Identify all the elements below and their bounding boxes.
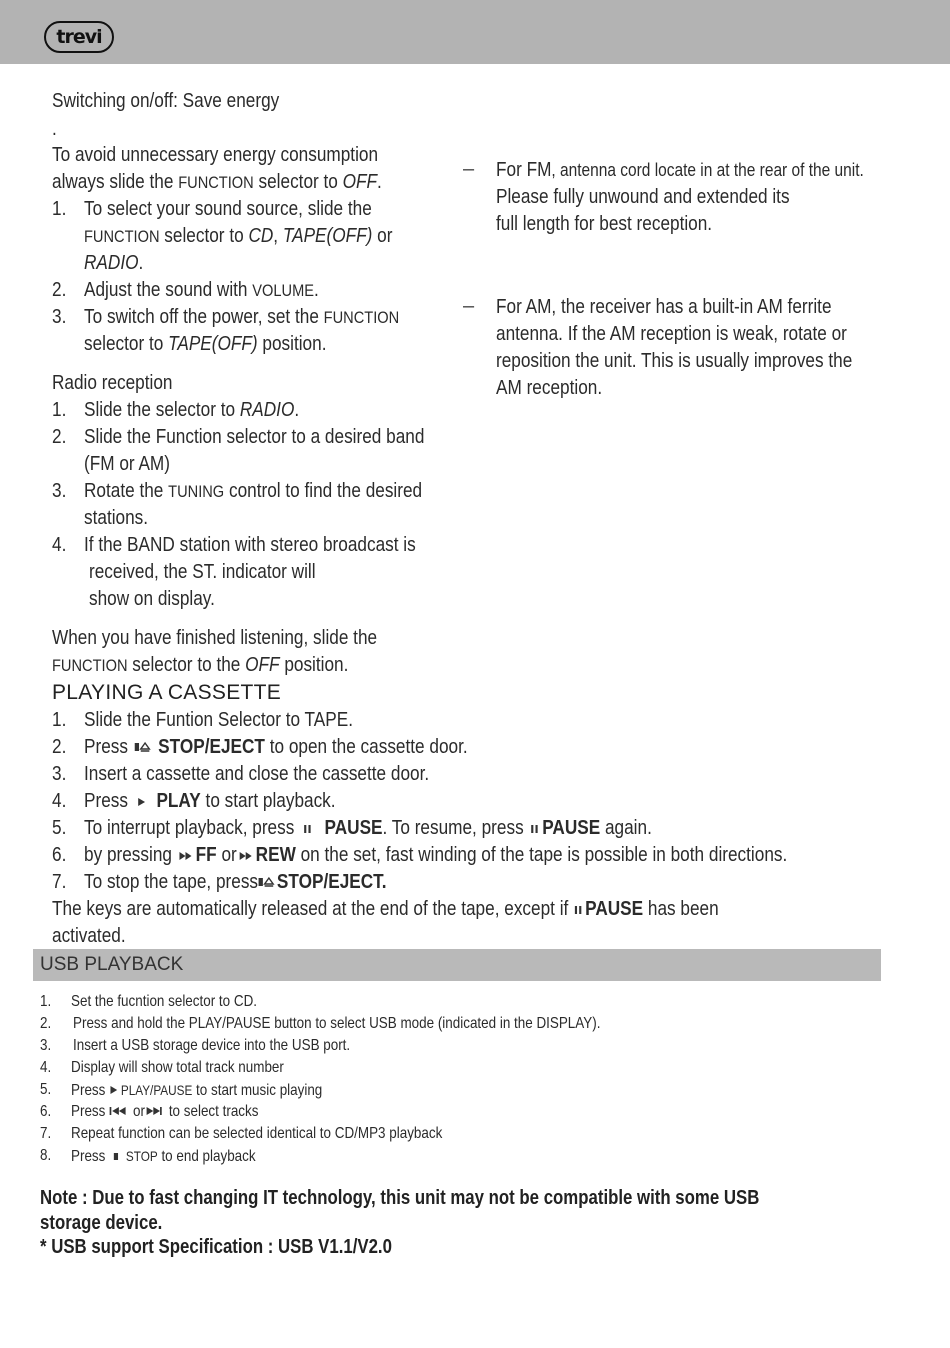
switching-item-2-num: 2. — [52, 279, 67, 301]
switching-item-1-line2: FUNCTION selector to CD, TAPE(OFF) or — [84, 225, 393, 247]
radio-finish-line1: When you have finished listening, slide the — [52, 627, 378, 649]
cassette-auto-line1: The keys are automatically released at the end of the tape, except if PAUSE has been — [52, 898, 719, 920]
radio-item-3-line2: stations. — [84, 507, 149, 529]
cassette-item-1-num: 1. — [52, 709, 67, 731]
radio-item-1: Slide the selector to RADIO. — [84, 399, 300, 421]
stop-eject-icon — [258, 875, 277, 889]
pause-icon — [299, 823, 320, 835]
radio-item-2-num: 2. — [52, 426, 67, 448]
usb-item-5: Press PLAY/PAUSE to start music playing — [71, 1082, 323, 1099]
usb-item-3-num: 3. — [40, 1037, 52, 1054]
pause-icon — [528, 823, 542, 835]
cassette-item-7: To stop the tape, press STOP/EJECT. — [84, 871, 387, 893]
usb-item-7-num: 7. — [40, 1125, 52, 1142]
am-note-line3: reposition the unit. This is usually improves the — [496, 350, 853, 372]
switching-item-1-num: 1. — [52, 198, 67, 220]
rewind-icon — [237, 850, 256, 862]
play-icon — [133, 796, 152, 808]
cassette-item-6-num: 6. — [52, 844, 67, 866]
usb-item-6: Press or to select tracks — [71, 1103, 259, 1120]
radio-item-2-line2: (FM or AM) — [84, 453, 170, 475]
usb-item-2: Press and hold the PLAY/PAUSE button to select USB mode (indicated in the DISPLAY). — [73, 1015, 601, 1032]
fm-dash: – — [463, 158, 475, 180]
switching-item-1-line3: RADIO. — [84, 252, 144, 274]
trevi-logo: trevi — [44, 21, 114, 53]
usb-item-1-num: 1. — [40, 993, 52, 1010]
switching-item-3-line1: To switch off the power, set the FUNCTION — [84, 306, 400, 328]
fast-forward-icon — [177, 850, 196, 862]
fm-note-line2: Please fully unwound and extended its — [496, 186, 790, 208]
usb-item-6-num: 6. — [40, 1103, 52, 1120]
cassette-item-5-num: 5. — [52, 817, 67, 839]
switching-item-1-line1: To select your sound source, slide the — [84, 198, 372, 220]
cassette-item-2-num: 2. — [52, 736, 67, 758]
usb-item-4-num: 4. — [40, 1059, 52, 1076]
cassette-item-7-num: 7. — [52, 871, 67, 893]
switching-item-2: Adjust the sound with VOLUME. — [84, 279, 319, 301]
cassette-title: PLAYING A CASSETTE — [52, 681, 282, 704]
usb-spec-line: * USB support Specification : USB V1.1/V2.0 — [40, 1236, 392, 1258]
usb-item-4: Display will show total track number — [71, 1059, 284, 1076]
skip-forward-icon — [145, 1105, 165, 1117]
cassette-item-4-num: 4. — [52, 790, 67, 812]
radio-item-3-line1: Rotate the TUNING control to find the desired — [84, 480, 423, 502]
am-note-line1: For AM, the receiver has a built-in AM ferrite — [496, 296, 832, 318]
usb-note-line1: Note : Due to fast changing IT technology, this unit may not be compatible with some USB — [40, 1187, 760, 1209]
radio-item-3-num: 3. — [52, 480, 67, 502]
radio-item-4-line3: show on display. — [89, 588, 215, 610]
play-icon — [109, 1084, 121, 1096]
stop-icon — [109, 1150, 126, 1162]
skip-back-icon — [109, 1105, 129, 1117]
usb-item-8-num: 8. — [40, 1147, 52, 1164]
radio-item-2-line1: Slide the Function selector to a desired band — [84, 426, 425, 448]
usb-note-line2: storage device. — [40, 1212, 163, 1234]
switching-intro-line1: To avoid unnecessary energy consumption — [52, 144, 379, 166]
cassette-item-6: by pressing FF or REW on the set, fast winding of the tape is possible in both directions. — [84, 844, 788, 866]
usb-item-5-num: 5. — [40, 1081, 52, 1098]
stop-eject-icon — [133, 740, 154, 754]
radio-item-4-num: 4. — [52, 534, 67, 556]
cassette-item-3: Insert a cassette and close the cassette door. — [84, 763, 430, 785]
radio-finish-line2: FUNCTION selector to the OFF position. — [52, 654, 349, 676]
cassette-item-4: Press PLAY to start playback. — [84, 790, 336, 812]
am-note-line4: AM reception. — [496, 377, 603, 399]
stray-dot: . — [52, 118, 57, 140]
usb-item-8: Press STOP to end playback — [71, 1148, 256, 1165]
cassette-item-1: Slide the Funtion Selector to TAPE. — [84, 709, 353, 731]
cassette-item-5: To interrupt playback, press PAUSE. To resume, press PAUSE again. — [84, 817, 652, 839]
fm-note-line1: For FM, antenna cord locate in at the rear of the unit. — [496, 159, 864, 181]
switching-item-3-line2: selector to TAPE(OFF) position. — [84, 333, 327, 355]
am-note-line2: antenna. If the AM reception is weak, rotate or — [496, 323, 847, 345]
pause-icon — [573, 904, 585, 916]
usb-item-1: Set the fucntion selector to CD. — [71, 993, 258, 1010]
cassette-item-3-num: 3. — [52, 763, 67, 785]
usb-title: USB PLAYBACK — [40, 954, 184, 975]
radio-item-4-line2: received, the ST. indicator will — [89, 561, 316, 583]
radio-item-1-num: 1. — [52, 399, 67, 421]
usb-section-bar — [33, 949, 881, 981]
usb-item-2-num: 2. — [40, 1015, 52, 1032]
radio-title: Radio reception — [52, 372, 173, 394]
radio-item-4-line1: If the BAND station with stereo broadcast is — [84, 534, 416, 556]
cassette-auto-line2: activated. — [52, 925, 126, 947]
fm-note-line3: full length for best reception. — [496, 213, 713, 235]
switching-item-3-num: 3. — [52, 306, 67, 328]
usb-item-7: Repeat function can be selected identical to CD/MP3 playback — [71, 1125, 443, 1142]
page-header — [0, 0, 950, 64]
cassette-item-2: Press STOP/EJECT to open the cassette door. — [84, 736, 468, 758]
usb-item-3: Insert a USB storage device into the USB port. — [73, 1037, 351, 1054]
switching-title: Switching on/off: Save energy — [52, 90, 280, 112]
am-dash: – — [463, 295, 475, 317]
switching-intro-line2: always slide the FUNCTION selector to OFF. — [52, 171, 382, 193]
